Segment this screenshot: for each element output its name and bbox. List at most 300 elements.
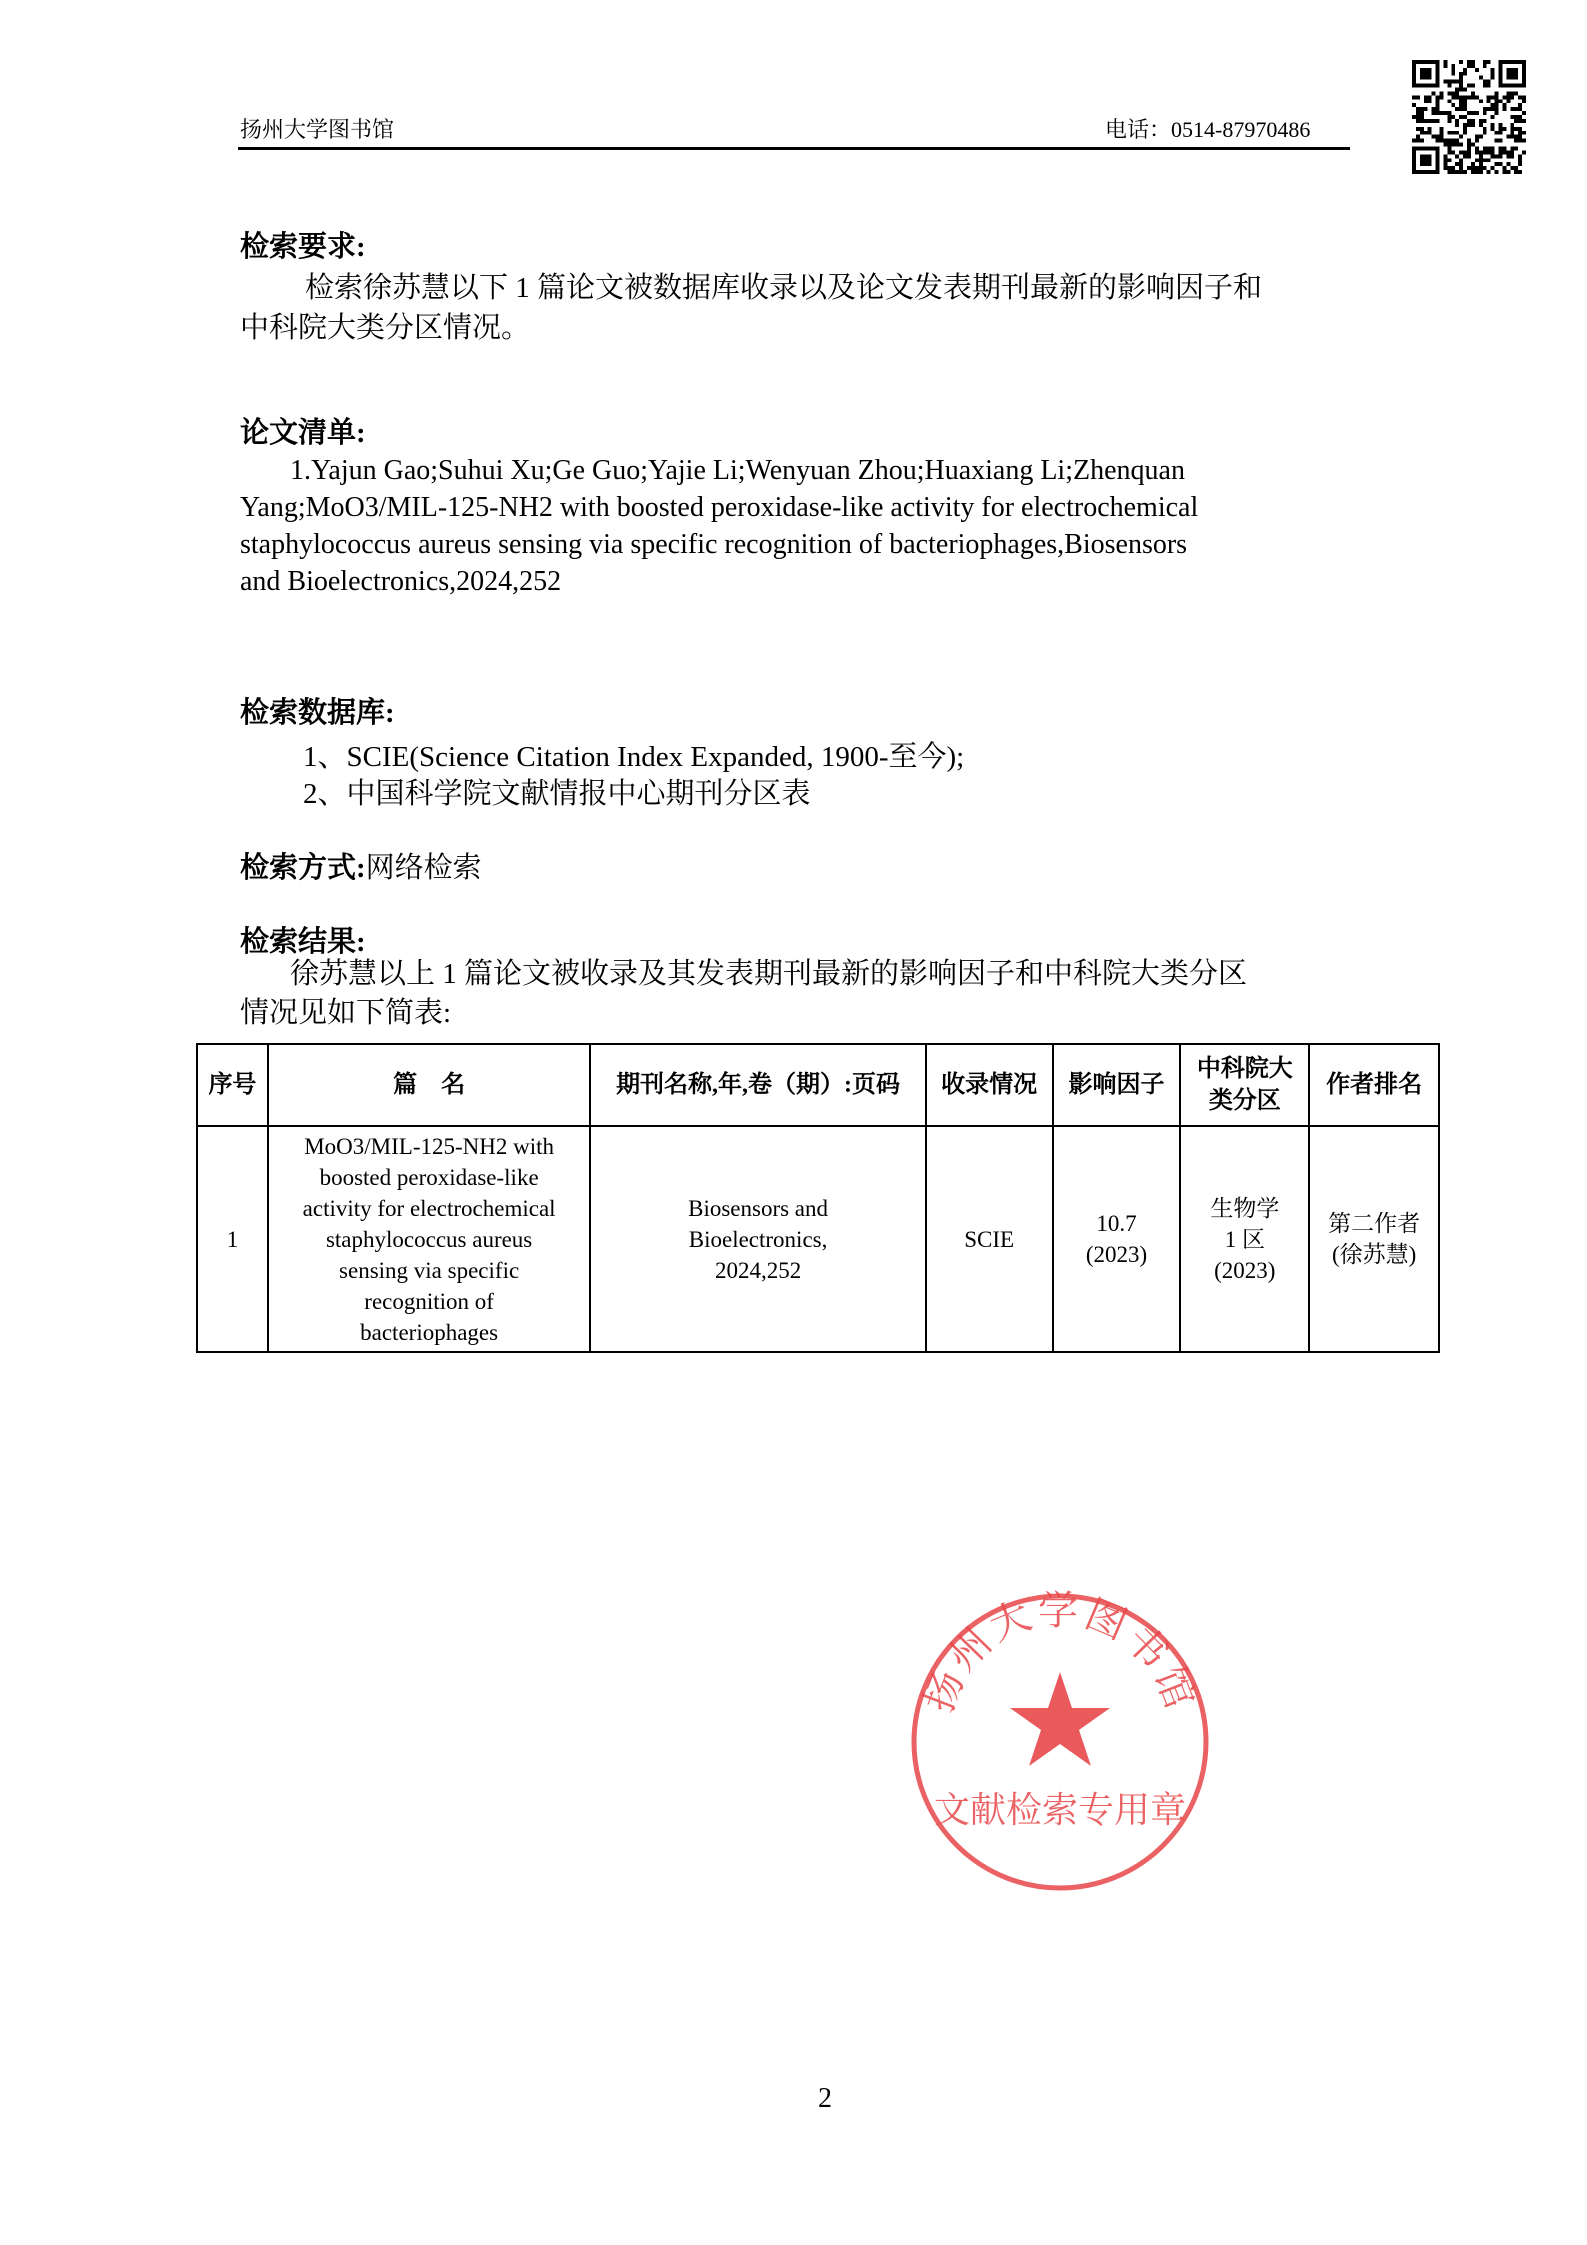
qr-module (1436, 135, 1440, 139)
qr-module (1506, 150, 1510, 154)
qr-module (1436, 154, 1440, 158)
qr-module (1416, 119, 1420, 123)
qr-module (1451, 72, 1455, 76)
qr-module (1443, 143, 1447, 147)
qr-module (1510, 146, 1514, 150)
qr-module (1483, 158, 1487, 162)
qr-module (1467, 60, 1471, 64)
qr-module (1475, 111, 1479, 115)
qr-module (1514, 76, 1518, 80)
paper-line-3: staphylococcus aureus sensing via specific recognition of bacteriophages,Biosensors (240, 529, 1188, 560)
qr-module (1467, 95, 1471, 99)
qr-module (1420, 76, 1424, 80)
qr-module (1491, 68, 1495, 72)
qr-module (1498, 60, 1502, 64)
qr-module (1514, 170, 1518, 174)
qr-module (1443, 162, 1447, 166)
qr-module (1459, 80, 1463, 84)
qr-module (1467, 119, 1471, 123)
header-rule (238, 147, 1350, 150)
qr-module (1420, 146, 1424, 150)
qr-module (1483, 127, 1487, 131)
qr-module (1522, 80, 1526, 84)
qr-module (1459, 170, 1463, 174)
qr-module (1510, 76, 1514, 80)
qr-module (1451, 68, 1455, 72)
qr-module (1443, 80, 1447, 84)
cell-indexed: SCIE (926, 1126, 1053, 1352)
method-value: 网络检索 (365, 852, 482, 884)
qr-module (1483, 111, 1487, 115)
cell-journal-line: 2024,252 (714, 1257, 802, 1283)
qr-module (1498, 150, 1502, 154)
qr-module (1471, 123, 1475, 127)
qr-module (1475, 146, 1479, 150)
cell-impact-factor-line: (2023) (1085, 1242, 1148, 1267)
qr-module (1463, 95, 1467, 99)
cell-title (268, 1126, 590, 1352)
qr-module (1498, 80, 1502, 84)
qr-module (1506, 170, 1510, 174)
cell-journal (590, 1126, 925, 1352)
qr-module (1514, 119, 1518, 123)
qr-module (1428, 72, 1432, 76)
qr-module (1420, 84, 1424, 88)
qr-module (1506, 68, 1510, 72)
qr-module (1428, 84, 1432, 88)
qr-module (1420, 111, 1424, 115)
qr-module (1479, 123, 1483, 127)
qr-module (1424, 76, 1428, 80)
paper-line-4: and Bioelectronics,2024,252 (240, 566, 562, 597)
qr-module (1506, 99, 1510, 103)
qr-module (1428, 76, 1432, 80)
qr-module (1463, 127, 1467, 131)
qr-module (1514, 166, 1518, 170)
qr-module (1455, 95, 1459, 99)
qr-module (1502, 84, 1506, 88)
qr-module (1412, 80, 1416, 84)
qr-module (1506, 84, 1510, 88)
qr-module (1420, 72, 1424, 76)
qr-module (1412, 146, 1416, 150)
qr-module (1510, 150, 1514, 154)
qr-module (1443, 111, 1447, 115)
cell-journal-line: Bioelectronics, (688, 1226, 828, 1252)
qr-module (1522, 99, 1526, 103)
qr-module (1440, 139, 1444, 143)
qr-module (1487, 95, 1491, 99)
method-row (240, 848, 482, 888)
qr-module (1451, 143, 1455, 147)
qr-module (1506, 154, 1510, 158)
qr-module (1502, 60, 1506, 64)
qr-module (1518, 162, 1522, 166)
qr-module (1432, 119, 1436, 123)
qr-module (1522, 76, 1526, 80)
qr-module (1440, 131, 1444, 135)
qr-module (1455, 154, 1459, 158)
qr-module (1436, 170, 1440, 174)
qr-module (1440, 111, 1444, 115)
qr-module (1428, 131, 1432, 135)
qr-module (1436, 166, 1440, 170)
qr-module (1467, 139, 1471, 143)
qr-module (1440, 91, 1444, 95)
qr-module (1436, 107, 1440, 111)
qr-module (1518, 154, 1522, 158)
qr-module (1491, 123, 1495, 127)
qr-module (1451, 91, 1455, 95)
qr-module (1455, 139, 1459, 143)
qr-module (1416, 95, 1420, 99)
qr-module (1463, 68, 1467, 72)
qr-module (1412, 166, 1416, 170)
qr-module (1432, 135, 1436, 139)
databases-heading: 检索数据库: (240, 697, 395, 729)
qr-module (1522, 139, 1526, 143)
qr-module (1451, 170, 1455, 174)
qr-module (1518, 119, 1522, 123)
qr-module (1436, 162, 1440, 166)
qr-module (1495, 154, 1499, 158)
results-heading: 检索结果: (240, 926, 366, 958)
qr-module (1459, 143, 1463, 147)
qr-module (1416, 170, 1420, 174)
qr-module (1416, 146, 1420, 150)
qr-module (1412, 84, 1416, 88)
qr-module (1447, 111, 1451, 115)
col-header-author-rank: 作者排名 (1309, 1044, 1439, 1126)
qr-module (1412, 154, 1416, 158)
qr-module (1479, 162, 1483, 166)
qr-module (1471, 143, 1475, 147)
qr-module (1412, 170, 1416, 174)
qr-module (1491, 76, 1495, 80)
qr-module (1498, 123, 1502, 127)
qr-module (1436, 150, 1440, 154)
qr-module (1502, 150, 1506, 154)
requirement-line-2: 中科院大类分区情况。 (240, 312, 531, 344)
qr-module (1502, 127, 1506, 131)
library-seal-stamp (908, 1590, 1212, 1894)
qr-module (1498, 72, 1502, 76)
qr-module (1459, 166, 1463, 170)
qr-module (1436, 64, 1440, 68)
qr-module (1416, 111, 1420, 115)
qr-module (1510, 166, 1514, 170)
qr-module (1451, 139, 1455, 143)
qr-module (1502, 107, 1506, 111)
qr-module (1475, 95, 1479, 99)
qr-module (1463, 107, 1467, 111)
cell-journal-line: Biosensors and (688, 1195, 829, 1221)
qr-module (1416, 84, 1420, 88)
qr-module (1420, 68, 1424, 72)
qr-module (1447, 84, 1451, 88)
qr-module (1420, 158, 1424, 162)
qr-module (1436, 76, 1440, 80)
results-line-1: 徐苏慧以上 1 篇论文被收录及其发表期刊最新的影响因子和中科院大类分区 (290, 958, 1248, 990)
qr-module (1424, 99, 1428, 103)
qr-module (1522, 64, 1526, 68)
col-header-cas-zone-line: 类分区 (1208, 1088, 1281, 1114)
qr-module (1491, 95, 1495, 99)
qr-module (1420, 60, 1424, 64)
qr-module (1447, 150, 1451, 154)
qr-module (1412, 150, 1416, 154)
cell-author-rank-line: 第二作者 (1328, 1211, 1421, 1236)
qr-module (1518, 135, 1522, 139)
qr-module (1518, 60, 1522, 64)
qr-module (1471, 162, 1475, 166)
qr-module (1436, 139, 1440, 143)
qr-module (1510, 131, 1514, 135)
cell-title-line: boosted peroxidase-like (319, 1164, 539, 1190)
qr-module (1440, 127, 1444, 131)
qr-module (1498, 131, 1502, 135)
qr-module (1471, 91, 1475, 95)
qr-module (1510, 123, 1514, 127)
qr-module (1436, 80, 1440, 84)
qr-module (1471, 111, 1475, 115)
qr-module (1479, 99, 1483, 103)
cell-author-rank-line: (徐苏慧) (1331, 1242, 1417, 1267)
qr-module (1416, 135, 1420, 139)
qr-module (1428, 162, 1432, 166)
qr-module (1443, 166, 1447, 170)
cell-title-line: sensing via specific (339, 1257, 520, 1283)
qr-module (1495, 107, 1499, 111)
qr-module (1420, 154, 1424, 158)
qr-module (1479, 135, 1483, 139)
qr-module (1459, 60, 1463, 64)
qr-module (1498, 139, 1502, 143)
stamp-bottom-text: 文献检索专用章 (933, 1790, 1187, 1831)
qr-module (1432, 146, 1436, 150)
qr-module (1412, 64, 1416, 68)
qr-module (1506, 60, 1510, 64)
qr-module (1491, 150, 1495, 154)
qr-module (1510, 91, 1514, 95)
qr-module (1514, 139, 1518, 143)
qr-module (1412, 72, 1416, 76)
qr-module (1487, 60, 1491, 64)
qr-module (1436, 68, 1440, 72)
qr-module (1447, 91, 1451, 95)
qr-module (1420, 162, 1424, 166)
qr-module (1455, 123, 1459, 127)
qr-module (1455, 162, 1459, 166)
requirement-heading: 检索要求: (240, 231, 366, 263)
qr-module (1459, 115, 1463, 119)
qr-module (1455, 80, 1459, 84)
qr-module (1483, 80, 1487, 84)
qr-module (1471, 95, 1475, 99)
qr-module (1420, 139, 1424, 143)
paper-line-2: Yang;MoO3/MIL-125-NH2 with boosted peroxidase-like activity for electrochemical (240, 492, 1199, 523)
qr-module (1495, 162, 1499, 166)
qr-module (1451, 95, 1455, 99)
qr-module (1506, 76, 1510, 80)
qr-module (1514, 91, 1518, 95)
qr-module (1463, 150, 1467, 154)
qr-module (1495, 99, 1499, 103)
qr-module (1514, 107, 1518, 111)
qr-module (1412, 76, 1416, 80)
qr-module (1498, 64, 1502, 68)
cell-cas-zone-line: (2023) (1214, 1257, 1276, 1283)
database-item-2: 2、中国科学院文献情报中心期刊分区表 (303, 778, 811, 810)
qr-module (1491, 72, 1495, 76)
qr-module (1432, 170, 1436, 174)
qr-module (1424, 146, 1428, 150)
qr-module (1447, 115, 1451, 119)
qr-module (1502, 170, 1506, 174)
qr-module (1514, 127, 1518, 131)
qr-module (1522, 150, 1526, 154)
qr-module (1467, 150, 1471, 154)
qr-module (1479, 154, 1483, 158)
qr-module (1412, 158, 1416, 162)
cell-title-line: staphylococcus aureus (325, 1226, 533, 1252)
qr-module (1459, 95, 1463, 99)
qr-module (1428, 154, 1432, 158)
qr-module (1495, 111, 1499, 115)
qr-module (1455, 91, 1459, 95)
qr-module (1424, 162, 1428, 166)
qr-module (1424, 154, 1428, 158)
qr-module (1463, 131, 1467, 135)
qr-module (1502, 95, 1506, 99)
qr-module (1440, 135, 1444, 139)
qr-module (1412, 68, 1416, 72)
qr-module (1447, 119, 1451, 123)
qr-module (1428, 99, 1432, 103)
qr-module (1463, 88, 1467, 92)
qr-module (1451, 80, 1455, 84)
method-heading: 检索方式: (240, 852, 366, 884)
qr-module (1518, 103, 1522, 107)
qr-module (1424, 95, 1428, 99)
qr-module (1518, 170, 1522, 174)
qr-module (1447, 99, 1451, 103)
qr-module (1455, 88, 1459, 92)
qr-module (1498, 76, 1502, 80)
qr-module (1483, 64, 1487, 68)
qr-module (1436, 95, 1440, 99)
qr-module (1428, 60, 1432, 64)
qr-module (1455, 170, 1459, 174)
qr-module (1412, 103, 1416, 107)
qr-module (1471, 166, 1475, 170)
qr-module (1487, 158, 1491, 162)
qr-module (1522, 68, 1526, 72)
qr-module (1459, 88, 1463, 92)
qr-module (1491, 146, 1495, 150)
qr-module (1459, 103, 1463, 107)
qr-module (1451, 131, 1455, 135)
qr-module (1412, 162, 1416, 166)
qr-module (1502, 103, 1506, 107)
qr-module (1479, 170, 1483, 174)
qr-module (1483, 146, 1487, 150)
qr-module (1451, 166, 1455, 170)
qr-module (1420, 127, 1424, 131)
qr-module (1479, 166, 1483, 170)
qr-module (1416, 107, 1420, 111)
qr-module (1487, 107, 1491, 111)
qr-module (1510, 72, 1514, 76)
qr-module (1491, 127, 1495, 131)
qr-module (1495, 131, 1499, 135)
qr-module (1514, 84, 1518, 88)
cell-cas-zone-line: 1 区 (1224, 1226, 1265, 1252)
cell-impact-factor (1053, 1126, 1181, 1352)
qr-module (1459, 150, 1463, 154)
table-row (197, 1126, 1439, 1352)
qr-module (1491, 154, 1495, 158)
cell-title-line: bacteriophages (360, 1319, 499, 1345)
qr-module (1467, 64, 1471, 68)
qr-module (1475, 135, 1479, 139)
qr-module (1420, 131, 1424, 135)
qr-module (1514, 68, 1518, 72)
qr-module (1498, 154, 1502, 158)
requirement-line-1: 检索徐苏慧以下 1 篇论文被数据库收录以及论文发表期刊最新的影响因子和 (305, 272, 1263, 304)
qr-module (1487, 80, 1491, 84)
paper-list-heading: 论文清单: (240, 417, 366, 449)
qr-module (1510, 154, 1514, 158)
qr-module (1475, 166, 1479, 170)
qr-module (1510, 135, 1514, 139)
qr-code-icon (1412, 60, 1526, 174)
qr-module (1487, 170, 1491, 174)
qr-module (1459, 84, 1463, 88)
qr-module (1518, 84, 1522, 88)
qr-module (1424, 107, 1428, 111)
col-header-indexed: 收录情况 (926, 1044, 1053, 1126)
qr-module (1451, 115, 1455, 119)
qr-module (1522, 95, 1526, 99)
cell-impact-factor-line: 10.7 (1096, 1211, 1137, 1236)
qr-module (1475, 150, 1479, 154)
qr-module (1443, 64, 1447, 68)
qr-module (1495, 170, 1499, 174)
qr-module (1432, 60, 1436, 64)
qr-module (1428, 146, 1432, 150)
qr-module (1424, 170, 1428, 174)
qr-module (1451, 103, 1455, 107)
paper-line-1: 1.Yajun Gao;Suhui Xu;Ge Guo;Yajie Li;Wenyuan Zhou;Huaxiang Li;Zhenquan (290, 455, 1185, 486)
qr-module (1463, 154, 1467, 158)
qr-module (1506, 91, 1510, 95)
qr-module (1467, 146, 1471, 150)
qr-module (1475, 158, 1479, 162)
qr-module (1459, 162, 1463, 166)
qr-module (1471, 60, 1475, 64)
qr-module (1483, 84, 1487, 88)
qr-module (1436, 84, 1440, 88)
cell-author-rank (1309, 1126, 1439, 1352)
qr-module (1463, 72, 1467, 76)
star-icon (1010, 1672, 1110, 1766)
qr-module (1514, 135, 1518, 139)
qr-module (1498, 162, 1502, 166)
qr-module (1432, 84, 1436, 88)
qr-module (1443, 139, 1447, 143)
qr-module (1498, 99, 1502, 103)
